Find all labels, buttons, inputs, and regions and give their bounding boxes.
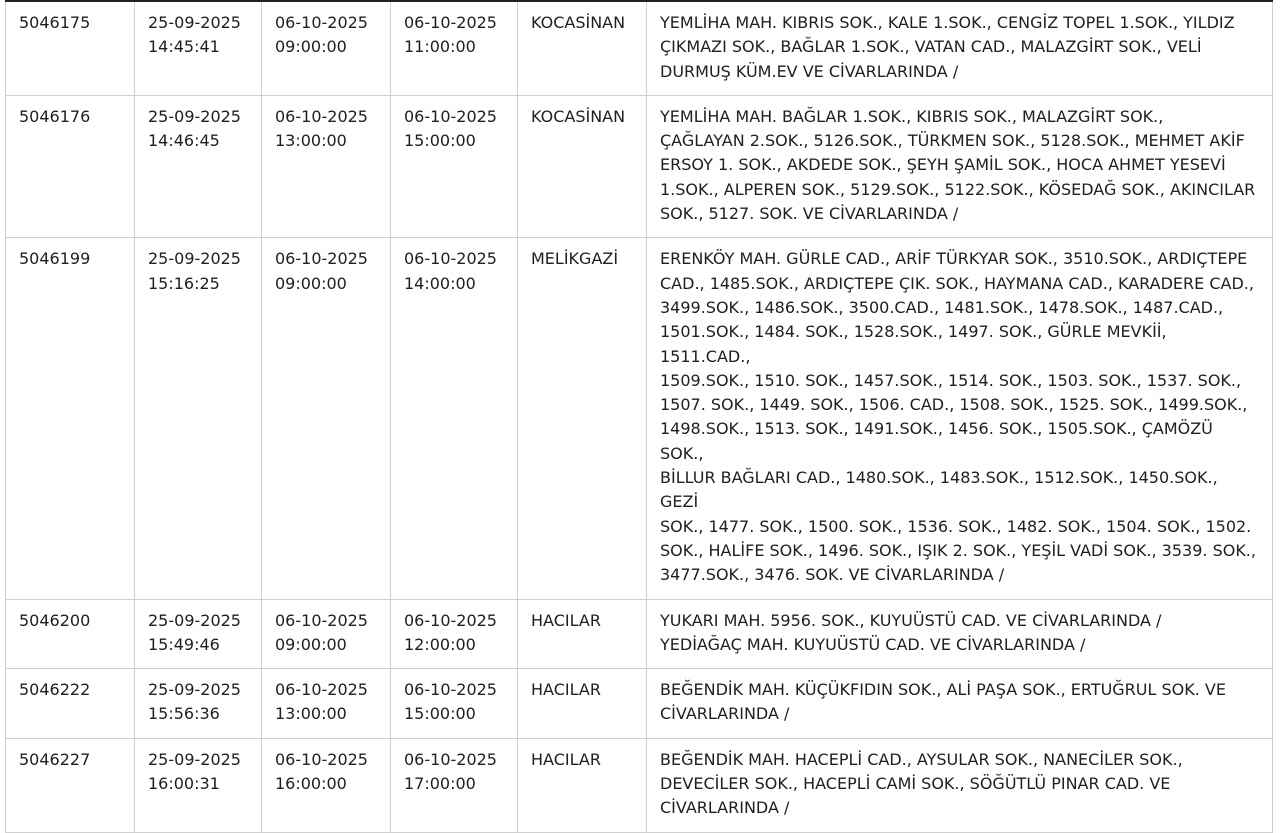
address-cell-text: CİVARLARINDA / [660,798,790,818]
end-datetime-cell-text: 06-10-2025 [404,249,497,269]
created-datetime-cell-text: 25-09-2025 [148,680,241,700]
address-cell-text: 1.SOK., ALPEREN SOK., 5129.SOK., 5122.SOK., KÖSEDAĞ SOK., AKINCILAR [660,179,1256,199]
end-datetime-cell [391,1,518,95]
created-datetime-cell [135,738,262,832]
outage-id-cell [6,95,135,237]
address-cell [647,738,1273,832]
address-cell-text: 3477.SOK., 3476. SOK. VE CİVARLARINDA / [660,565,1005,585]
end-datetime-cell-text: 17:00:00 [404,774,476,794]
end-datetime-cell [391,238,518,599]
start-datetime-cell-text: 13:00:00 [275,131,347,151]
start-datetime-cell [262,669,391,739]
created-datetime-cell-text: 25-09-2025 [148,249,241,269]
start-datetime-cell-text: 06-10-2025 [275,106,368,126]
outage-id-cell [6,599,135,669]
start-datetime-cell-text: 06-10-2025 [275,610,368,630]
end-datetime-cell [391,599,518,669]
outage-id-cell-text: 5046175 [19,13,91,32]
end-datetime-cell-text: 15:00:00 [404,131,476,151]
address-cell-text: ÇAĞLAYAN 2.SOK., 5126.SOK., TÜRKMEN SOK., 5128.SOK., MEHMET AKİF [660,131,1245,151]
created-datetime-cell-text: 25-09-2025 [148,610,241,630]
district-cell-text: MELİKGAZİ [531,249,619,269]
end-datetime-cell-text: 06-10-2025 [404,680,497,700]
table-row [6,669,1273,739]
address-cell [647,1,1273,95]
created-datetime-cell-text: 25-09-2025 [148,13,241,32]
outage-id-cell-text: 5046199 [19,249,91,269]
created-datetime-cell-text: 25-09-2025 [148,749,241,769]
start-datetime-cell-text: 06-10-2025 [275,13,368,32]
address-cell-text: BEĞENDİK MAH. KÜÇÜKFIDIN SOK., ALİ PAŞA SOK., ERTUĞRUL SOK. VE [660,680,1226,700]
end-datetime-cell [391,95,518,237]
outage-table-body [6,1,1273,832]
address-cell-text: DEVECİLER SOK., HACEPLİ CAMİ SOK., SÖĞÜTLÜ PINAR CAD. VE [660,774,1171,794]
outage-id-cell [6,1,135,95]
table-row [6,95,1273,237]
start-datetime-cell [262,238,391,599]
start-datetime-cell-text: 16:00:00 [275,774,347,794]
district-cell [518,1,647,95]
address-cell-text: SOK., 1477. SOK., 1500. SOK., 1536. SOK., 1482. SOK., 1504. SOK., 1502. [660,516,1252,536]
address-cell-text: SOK., 5127. SOK. VE CİVARLARINDA / [660,204,959,224]
end-datetime-cell-text: 06-10-2025 [404,749,497,769]
start-datetime-cell-text: 06-10-2025 [275,249,368,269]
address-cell [647,95,1273,237]
created-datetime-cell [135,95,262,237]
address-cell-text: CİVARLARINDA / [660,704,790,724]
address-cell-text: ERSOY 1. SOK., AKDEDE SOK., ŞEYH ŞAMİL SOK., HOCA AHMET YESEVİ [660,155,1226,175]
start-datetime-cell [262,738,391,832]
start-datetime-cell-text: 06-10-2025 [275,749,368,769]
end-datetime-cell [391,669,518,739]
district-cell [518,599,647,669]
end-datetime-cell-text: 06-10-2025 [404,13,497,32]
end-datetime-cell-text: 11:00:00 [404,37,476,57]
created-datetime-cell-text: 15:49:46 [148,634,220,654]
address-cell-text: ÇIKMAZI SOK., BAĞLAR 1.SOK., VATAN CAD., MALAZGİRT SOK., VELİ [660,37,1202,57]
table-row [6,738,1273,832]
address-cell-text: YEMLİHA MAH. KIBRIS SOK., KALE 1.SOK., CENGİZ TOPEL 1.SOK., YILDIZ [660,13,1235,32]
outage-id-cell-text: 5046176 [19,106,91,126]
address-cell [647,599,1273,669]
outage-id-cell-text: 5046222 [19,680,91,700]
address-cell-text: SOK., HALİFE SOK., 1496. SOK., IŞIK 2. SOK., YEŞİL VADİ SOK., 3539. SOK., [660,540,1256,560]
address-cell-text: YEDİAĞAÇ MAH. KUYUÜSTÜ CAD. VE CİVARLARINDA / [660,634,1086,654]
address-cell-text: DURMUŞ KÜM.EV VE CİVARLARINDA / [660,61,959,81]
start-datetime-cell-text: 09:00:00 [275,273,347,293]
address-cell-text: ERENKÖY MAH. GÜRLE CAD., ARİF TÜRKYAR SOK., 3510.SOK., ARDIÇTEPE [660,249,1248,269]
start-datetime-cell [262,599,391,669]
table-row [6,238,1273,599]
created-datetime-cell-text: 16:00:31 [148,774,220,794]
table-row [6,1,1273,95]
end-datetime-cell-text: 12:00:00 [404,634,476,654]
district-cell [518,738,647,832]
district-cell-text: HACILAR [531,610,601,630]
start-datetime-cell-text: 13:00:00 [275,704,347,724]
outage-table [5,0,1273,833]
district-cell-text: HACILAR [531,749,601,769]
created-datetime-cell-text: 25-09-2025 [148,106,241,126]
outage-id-cell-text: 5046227 [19,749,91,769]
table-row [6,599,1273,669]
address-cell-text: YUKARI MAH. 5956. SOK., KUYUÜSTÜ CAD. VE CİVARLARINDA / [660,610,1162,630]
district-cell-text: KOCASİNAN [531,106,626,126]
outage-id-cell [6,238,135,599]
end-datetime-cell-text: 15:00:00 [404,704,476,724]
created-datetime-cell [135,599,262,669]
district-cell-text: KOCASİNAN [531,13,626,32]
outage-table-container [5,0,1272,833]
end-datetime-cell-text: 06-10-2025 [404,106,497,126]
address-cell-text: BİLLUR BAĞLARI CAD., 1480.SOK., 1483.SOK., 1512.SOK., 1450.SOK., GEZİ [660,468,1218,512]
end-datetime-cell-text: 14:00:00 [404,273,476,293]
district-cell-text: HACILAR [531,680,601,700]
district-cell [518,238,647,599]
district-cell [518,95,647,237]
created-datetime-cell-text: 15:16:25 [148,273,220,293]
created-datetime-cell-text: 14:46:45 [148,131,220,151]
created-datetime-cell [135,669,262,739]
address-cell-text: BEĞENDİK MAH. HACEPLİ CAD., AYSULAR SOK., NANECİLER SOK., [660,749,1183,769]
created-datetime-cell [135,238,262,599]
address-cell-text: CAD., 1485.SOK., ARDIÇTEPE ÇIK. SOK., HAYMANA CAD., KARADERE CAD., [660,273,1254,293]
outage-id-cell-text: 5046200 [19,610,91,630]
start-datetime-cell [262,95,391,237]
end-datetime-cell [391,738,518,832]
start-datetime-cell [262,1,391,95]
address-cell-text: 1509.SOK., 1510. SOK., 1457.SOK., 1514. SOK., 1503. SOK., 1537. SOK., [660,370,1242,390]
start-datetime-cell-text: 09:00:00 [275,634,347,654]
created-datetime-cell-text: 15:56:36 [148,704,220,724]
end-datetime-cell-text: 06-10-2025 [404,610,497,630]
outage-id-cell [6,738,135,832]
start-datetime-cell-text: 09:00:00 [275,37,347,57]
address-cell [647,238,1273,599]
district-cell [518,669,647,739]
created-datetime-cell-text: 14:45:41 [148,37,220,57]
outage-id-cell [6,669,135,739]
address-cell-text: 1501.SOK., 1484. SOK., 1528.SOK., 1497. SOK., GÜRLE MEVKİİ, 1511.CAD., [660,322,1167,366]
address-cell-text: 1498.SOK., 1513. SOK., 1491.SOK., 1456. SOK., 1505.SOK., ÇAMÖZÜ SOK., [660,419,1213,463]
created-datetime-cell [135,1,262,95]
address-cell-text: 3499.SOK., 1486.SOK., 3500.CAD., 1481.SOK., 1478.SOK., 1487.CAD., [660,297,1224,317]
address-cell-text: YEMLİHA MAH. BAĞLAR 1.SOK., KIBRIS SOK., MALAZGİRT SOK., [660,106,1164,126]
address-cell-text: 1507. SOK., 1449. SOK., 1506. CAD., 1508. SOK., 1525. SOK., 1499.SOK., [660,395,1248,415]
start-datetime-cell-text: 06-10-2025 [275,680,368,700]
address-cell [647,669,1273,739]
